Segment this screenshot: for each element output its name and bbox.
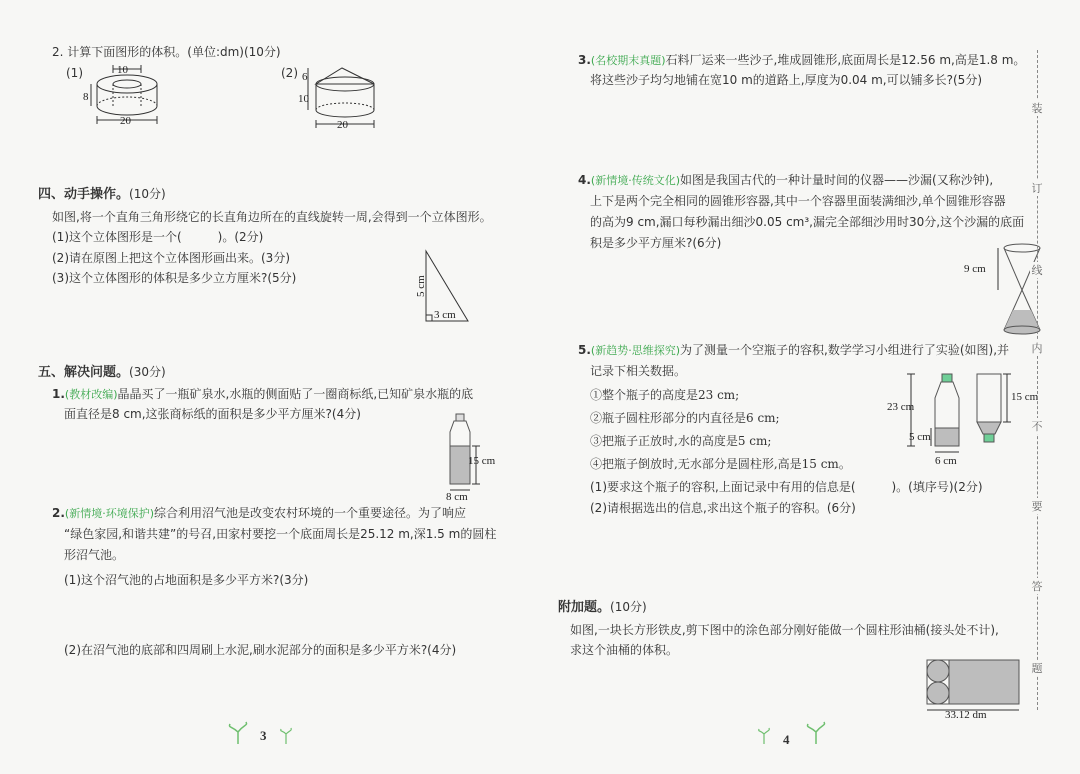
extra-score: (10分) [610,600,647,614]
bottle1-diameter-label: 8 cm [446,491,468,503]
bottle-experiment-figure [885,368,1045,468]
problem5-q2: (2)请根据选出的信息,求出这个瓶子的容积。(6分) [590,501,856,515]
fig2-cone-height-label: 6 [302,71,308,83]
extra-heading [558,597,647,618]
sheet-length-label: 33.12 dm [945,709,987,721]
bottle2-empty-label: 15 cm [1011,391,1039,403]
page-number-left: 3 [260,728,267,743]
problem2-line2: “绿色家园,和谐共建”的号召,田家村要挖一个底面周长是25.12 m,深1.5 m的圆柱 [64,527,497,541]
margin-char: 要 [1031,500,1043,513]
sec4-q3: (3)这个立体图形的体积是多少立方厘米?(5分) [52,271,297,285]
problem3-text1: 石料厂运来一些沙子,堆成圆锥形,底面周长是12.56 m,高是1.8 m。 [665,53,1026,67]
problem5-number: 5. [578,343,591,357]
margin-char: 答 [1031,580,1043,593]
page-number-right: 4 [783,732,790,747]
extra-title: 附加题。 [558,600,611,615]
bottle2-total-label: 23 cm [887,401,915,413]
problem4-text1: 如图是我国古代的一种计量时间的仪器——沙漏(又称沙钟), [680,173,994,187]
problem4-line1 [578,170,993,191]
hourglass-height-label: 9 cm [964,263,986,275]
fig2-cyl-height-label: 10 [298,93,309,105]
problem3-number: 3. [578,53,591,67]
margin-char: 线 [1031,264,1043,277]
problem4-line4: 积是多少平方厘米?(6分) [590,236,722,250]
problem1-number: 1. [52,387,65,401]
sprout-decoration-icon [758,720,828,746]
problem2-line3: 形沼气池。 [64,548,125,562]
problem5-text1: 为了测量一个空瓶子的容积,数学学习小组进行了实验(如图),并 [680,343,1010,357]
problem4-line2: 上下是两个完全相同的圆锥形容器,其中一个容器里面装满细沙,单个圆锥形容器 [590,194,1006,208]
q2-sub2-label: (2) [281,66,298,80]
problem2-q2: (2)在沼气池的底部和四周刷上水泥,刷水泥部分的面积是多少平方米?(4分) [64,643,457,657]
problem5-q1: (1)要求这个瓶子的容积,上面记录中有用的信息是( )。(填序号)(2分) [590,480,983,494]
fig1-bottom-label: 20 [120,115,131,127]
problem4-tag: (新情境·传统文化) [590,174,681,187]
tri-base-label: 3 cm [434,309,456,321]
problem5-tag: (新趋势·思维探究) [590,344,681,357]
fig1-top-label: 10 [117,64,128,76]
sec5-score: (30分) [129,365,166,379]
water-bottle-figure [440,410,510,502]
problem5-line2: 记录下相关数据。 [590,364,687,378]
problem4-line3: 的高为9 cm,漏口每秒漏出细沙0.05 cm³,漏完全部细沙用时30分,这个沙漏的底面 [590,215,1025,229]
problem3-line2: 将这些沙子均匀地铺在宽10 m的道路上,厚度为0.04 m,可以铺多长?(5分) [590,73,982,87]
problem2-line1 [52,503,466,524]
fig2-bottom-label: 20 [337,119,348,131]
right-triangle-figure [408,245,478,335]
problem5-info1: ①整个瓶子的高度是23 cm; [590,388,740,402]
problem5-line1 [578,340,1009,361]
extra-line1: 如图,一块长方形铁皮,剪下图中的涂色部分刚好能做一个圆柱形油桶(接头处不计), [570,623,999,637]
cone-cylinder-figure [300,62,390,132]
fig1-height-label: 8 [83,91,89,103]
hollow-cylinder-figure [85,62,170,132]
sec4-title: 四、动手操作。 [38,187,130,202]
problem1-text1: 晶晶买了一瓶矿泉水,水瓶的侧面贴了一圈商标纸,已知矿泉水瓶的底 [117,387,474,401]
problem3-tag: (名校期末真题) [590,54,666,67]
right-page [540,0,1080,774]
problem4-number: 4. [578,173,591,187]
binding-dashed-line [1037,50,1038,710]
problem5-info3: ③把瓶子正放时,水的高度是5 cm; [590,434,772,448]
sec4-q1: (1)这个立体图形是一个( )。(2分) [52,230,264,244]
sec5-title: 五、解决问题。 [38,365,130,380]
problem5-info4: ④把瓶子倒放时,无水部分是圆柱形,高是15 cm。 [590,457,851,471]
margin-char: 装 [1031,102,1043,115]
problem1-line2: 面直径是8 cm,这张商标纸的面积是多少平方厘米?(4分) [64,407,361,421]
margin-char: 题 [1031,662,1043,675]
problem5-info2: ②瓶子圆柱形部分的内直径是6 cm; [590,411,780,425]
margin-char: 不 [1031,420,1043,433]
bottle2-water-label: 5 cm [909,431,931,443]
sec4-heading [38,184,166,205]
problem2-number: 2. [52,506,65,520]
bottle2-diameter-label: 6 cm [935,455,957,467]
tin-sheet-figure [925,656,1025,720]
problem3-line1 [578,50,1025,71]
problem2-tag: (新情境·环境保护) [64,507,155,520]
tri-side-label: 5 cm [415,275,427,297]
sec4-intro: 如图,将一个直角三角形绕它的长直角边所在的直线旋转一周,会得到一个立体图形。 [52,210,492,224]
problem2-q1: (1)这个沼气池的占地面积是多少平方米?(3分) [64,573,309,587]
extra-line2: 求这个油桶的体积。 [570,643,679,657]
q2-title: 2. 计算下面图形的体积。(单位:dm)(10分) [52,45,281,59]
margin-char: 内 [1031,342,1043,355]
margin-char: 订 [1031,182,1043,195]
bottle1-height-label: 15 cm [468,455,496,467]
problem1-tag: (教材改编) [64,388,118,401]
q2-sub1-label: (1) [66,66,83,80]
sec4-q2: (2)请在原图上把这个立体图形画出来。(3分) [52,251,290,265]
problem2-text1: 综合利用沼气池是改变农村环境的一个重要途径。为了响应 [154,506,467,520]
sec4-score: (10分) [129,187,166,201]
problem1-line1 [52,384,473,405]
sec5-heading [38,362,166,383]
